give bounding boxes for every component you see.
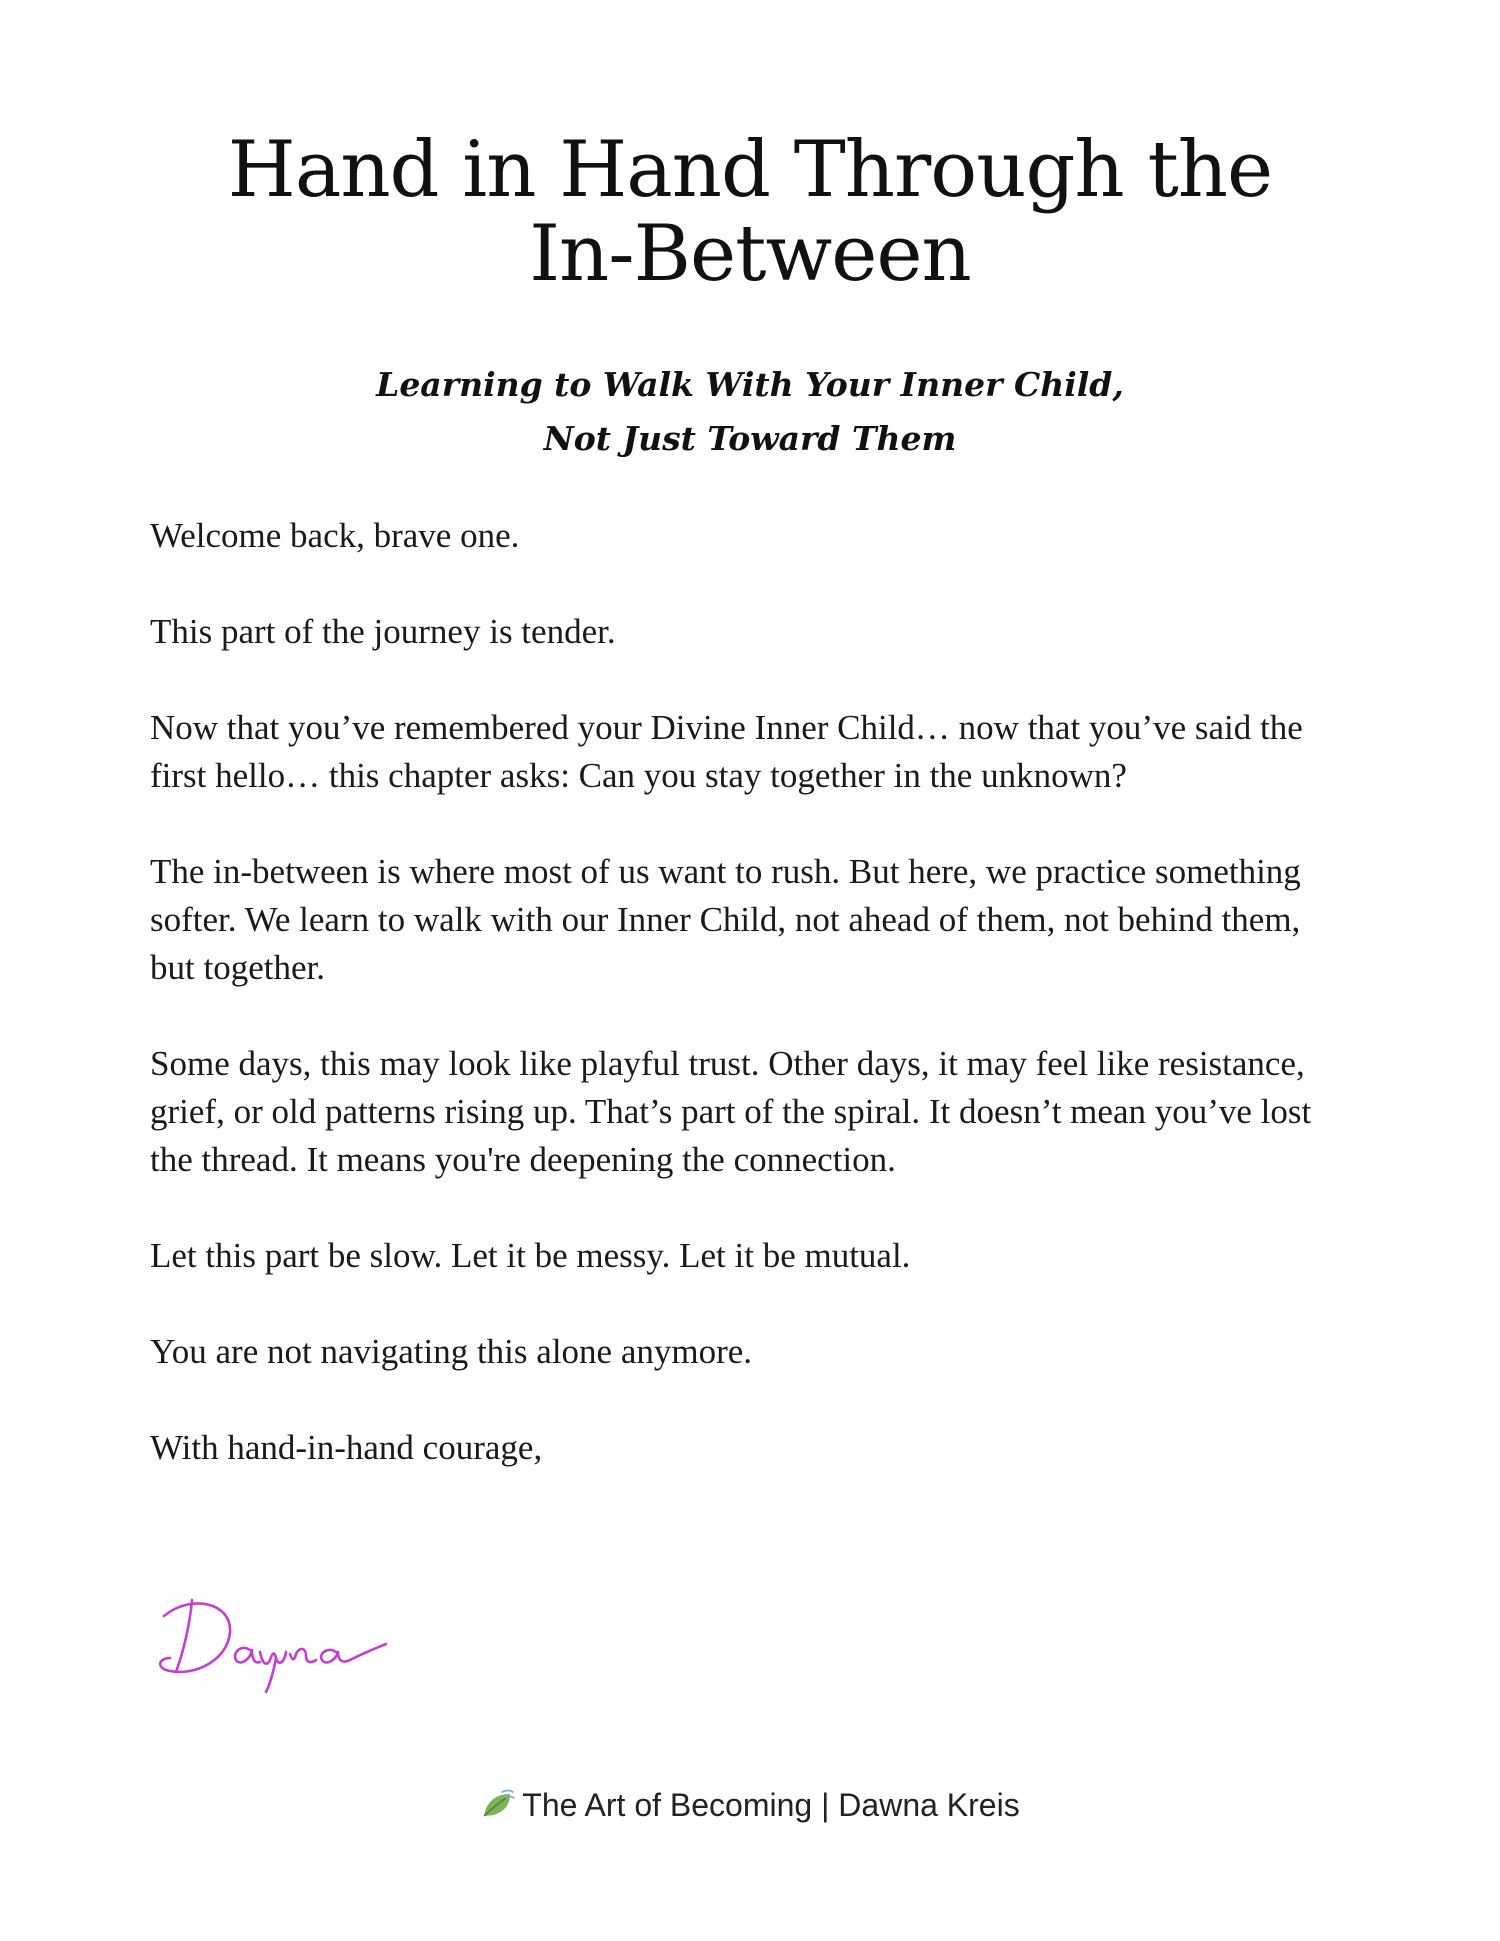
signature bbox=[150, 1588, 420, 1698]
letter-body bbox=[150, 512, 1350, 1520]
paragraph: Now that you’ve remembered your Divine Inner Child… now that you’ve said the first hello… this chapter asks: Can you stay together in the unknown? bbox=[150, 708, 1303, 795]
page-subtitle bbox=[0, 358, 1500, 466]
subtitle-line-2: Not Just Toward Them bbox=[543, 419, 957, 458]
paragraph: This part of the journey is tender. bbox=[150, 612, 616, 651]
paragraph: Let this part be slow. Let it be messy. Let it be mutual. bbox=[150, 1236, 911, 1275]
paragraph: You are not navigating this alone anymore. bbox=[150, 1332, 753, 1371]
title-line-2: In-Between bbox=[529, 209, 971, 299]
paragraph-closing: With hand-in-hand courage, bbox=[150, 1428, 543, 1467]
subtitle-line-1: Learning to Walk With Your Inner Child, bbox=[376, 365, 1124, 404]
leaf-wind-icon bbox=[480, 1788, 516, 1820]
footer bbox=[0, 1785, 1500, 1825]
title-line-1: Hand in Hand Through the bbox=[227, 125, 1273, 215]
paragraph: Some days, this may look like playful trust. Other days, it may feel like resistance, grief, or old patterns rising up. That’s part of the spiral. It doesn’t mean you’ve lost the thread. It means you're deepening the connection. bbox=[150, 1044, 1312, 1179]
paragraph-greeting: Welcome back, brave one. bbox=[150, 516, 520, 555]
page-title bbox=[0, 125, 1500, 299]
footer-text: The Art of Becoming | Dawna Kreis bbox=[522, 1787, 1020, 1823]
paragraph: The in-between is where most of us want to rush. But here, we practice something softer. We learn to walk with our Inner Child, not ahead of them, not behind them, but together. bbox=[150, 852, 1301, 987]
